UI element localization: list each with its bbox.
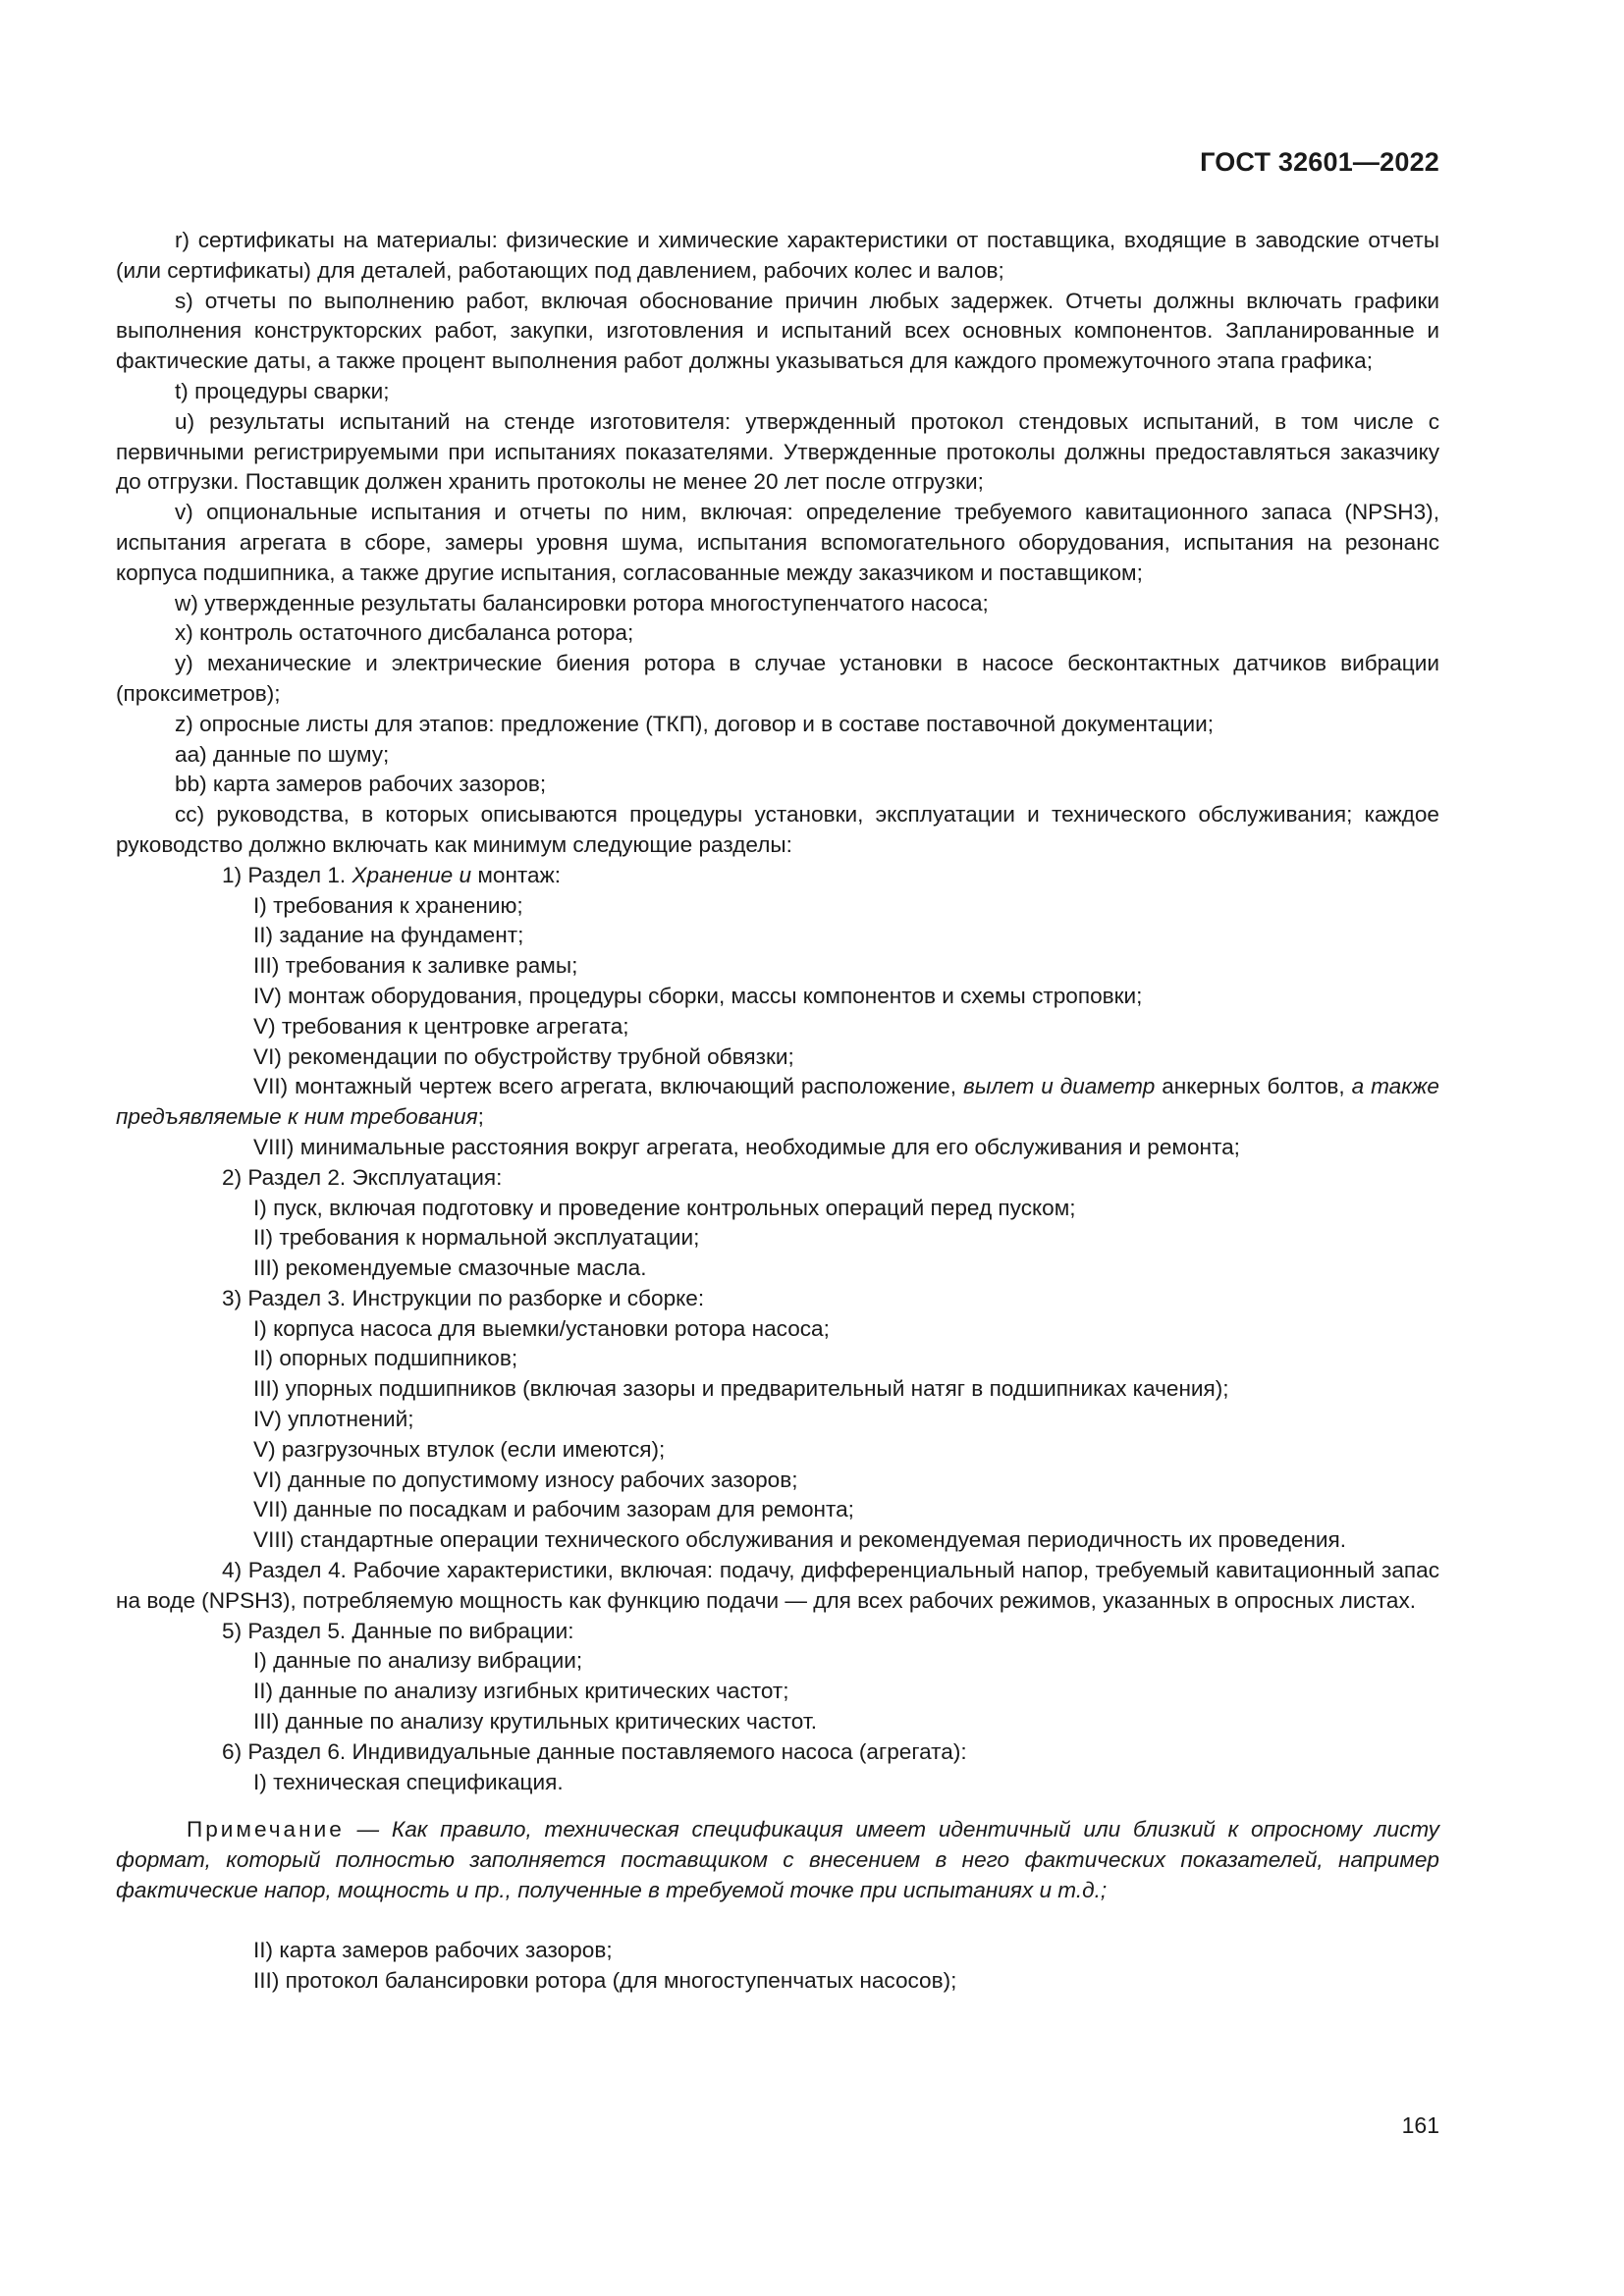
paragraph-t: t) процедуры сварки; [175,378,390,403]
paragraph-z: z) опросные листы для этапов: предложение (ТКП), договор и в составе поставочной документации; [175,711,1214,736]
section-3-title: 3) Раздел 3. Инструкции по разборке и сборке: [222,1285,705,1310]
section-5-item: I) данные по анализу вибрации; [253,1648,583,1674]
section-6-item: I) техническая спецификация. [253,1769,564,1794]
note-label: Примечание [187,1817,345,1842]
section-2-item: III) рекомендуемые смазочные масла. [253,1255,647,1281]
standard-header: ГОСТ 32601—2022 [1200,147,1439,177]
section-6-title: 6) Раздел 6. Индивидуальные данные поставляемого насоса (агрегата): [222,1738,967,1764]
after-note-item: III) протокол балансировки ротора (для многоступенчатых насосов); [253,1967,957,1993]
paragraph-aa: аа) данные по шуму; [175,741,390,767]
section-3-item: III) упорных подшипников (включая зазоры и предварительный натяг в подшипниках качения); [253,1376,1229,1402]
section-1-item-7 [116,1072,1439,1133]
note [116,1815,1439,1905]
section-2-item: I) пуск, включая подготовку и проведение контрольных операций перед пуском; [253,1195,1076,1220]
section-1-item: IV) монтаж оборудования, процедуры сборки, массы компонентов и схемы строповки; [253,983,1143,1008]
section-1-title-italic: Хранение и [352,862,472,887]
section-1-item: VI) рекомендации по обустройству трубной обвязки; [253,1043,794,1069]
section-1-item: V) требования к центровке агрегата; [253,1013,629,1039]
section-3-item: I) корпуса насоса для выемки/установки ротора насоса; [253,1315,830,1341]
paragraph-x: x) контроль остаточного дисбаланса ротора; [175,620,634,646]
page-number: 161 [1401,2112,1439,2138]
after-note-item: II) карта замеров рабочих зазоров; [253,1937,613,1962]
section-1-item: II) задание на фундамент; [253,923,524,948]
section-3-item-8: VIII) стандартные операции технического обслуживания и рекомендуемая периодичность их проведения. [253,1527,1347,1553]
note-dash: — [344,1817,392,1842]
section-1-item: I) требования к хранению; [253,892,523,918]
section-3-item: V) разгрузочных втулок (если имеются); [253,1436,666,1462]
item7-part-d: а также предъявляемые к ним требования [116,1074,1439,1130]
section-2-item: II) требования к нормальной эксплуатации; [253,1225,700,1251]
document-body [116,226,1439,1996]
paragraph-w: w) утвержденные результаты балансировки ротора многоступенчатого насоса; [175,590,989,615]
item7-part-b: вылет и диаметр [962,1074,1156,1099]
section-3-item: VI) данные по допустимому износу рабочих зазоров; [253,1467,798,1492]
item7-part-c: анкерных болтов, [1162,1074,1345,1099]
section-2-title: 2) Раздел 2. Эксплуатация: [222,1164,503,1190]
section-1-title-rest: монтаж: [477,862,561,887]
section-1-title [116,861,1439,891]
item7-part-a: VII) монтажный чертеж всего агрегата, включающий расположение, [253,1074,957,1099]
section-3-item: VII) данные по посадкам и рабочим зазорам для ремонта; [253,1497,854,1522]
section-5-item: III) данные по анализу крутильных критических частот. [253,1709,817,1735]
note-text: Как правило, техническая спецификация имеет идентичный или близкий к опросному листу формат, который полностью заполняется поставщиком с внесением в него фактических показателей, например фактические напор, мощность и пр., полученные в требуемой точке при испытаниях и т.д.; [116,1817,1439,1903]
section-1-prefix: 1) Раздел 1. [222,862,347,887]
section-5-title: 5) Раздел 5. Данные по вибрации: [222,1618,574,1643]
paragraph-cc: cc) руководства, в которых описываются процедуры установки, эксплуатации и технического обслуживания; каждое руководство должно включать как минимум следующие разделы: [116,802,1439,857]
section-4: 4) Раздел 4. Рабочие характеристики, включая: подачу, дифференциальный напор, требуемый кавитационный запас на воде (NPSH3), потребляемую мощность как функцию подачи — для всех рабочих режимов, указанных в опросных листах. [116,1558,1439,1613]
section-1-item-8: VIII) минимальные расстояния вокруг агрегата, необходимые для его обслуживания и ремонта; [253,1134,1240,1159]
paragraph-v: v) опциональные испытания и отчеты по ним, включая: определение требуемого кавитационного запаса (NPSH3), испытания агрегата в сборе, замеры уровня шума, испытания вспомогательного оборудования, испытания на резонанс корпуса подшипника, а также другие испытания, согласованные между заказчиком и поставщиком; [116,500,1439,585]
section-3-item: II) опорных подшипников; [253,1346,518,1371]
section-3-item: IV) уплотнений; [253,1407,414,1432]
paragraph-y: y) механические и электрические биения ротора в случае установки в насосе бесконтактных датчиков вибрации (проксиметров); [116,651,1439,706]
paragraph-u: u) результаты испытаний на стенде изготовителя: утвержденный протокол стендовых испытаний, в том числе с первичными регистрируемыми при испытаниях показателями. Утвержденные протоколы должны предоставляться заказчику до отгрузки. Поставщик должен хранить протоколы не менее 20 лет после отгрузки; [116,408,1439,495]
section-5-item: II) данные по анализу изгибных критических частот; [253,1679,789,1704]
item7-part-e: ; [477,1104,484,1130]
paragraph-r: r) сертификаты на материалы: физические и химические характеристики от поставщика, входящие в заводские отчеты (или сертификаты) для деталей, работающих под давлением, рабочих колес и валов; [116,228,1439,283]
section-1-item: III) требования к заливке рамы; [253,953,578,979]
paragraph-s: s) отчеты по выполнению работ, включая обоснование причин любых задержек. Отчеты должны включать графики выполнения конструкторских работ, закупки, изготовления и испытаний всех основных компонентов. Запланированные и фактические даты, а также процент выполнения работ должны указываться для каждого промежуточного этапа графика; [116,288,1439,374]
paragraph-bb: bb) карта замеров рабочих зазоров; [175,772,547,797]
